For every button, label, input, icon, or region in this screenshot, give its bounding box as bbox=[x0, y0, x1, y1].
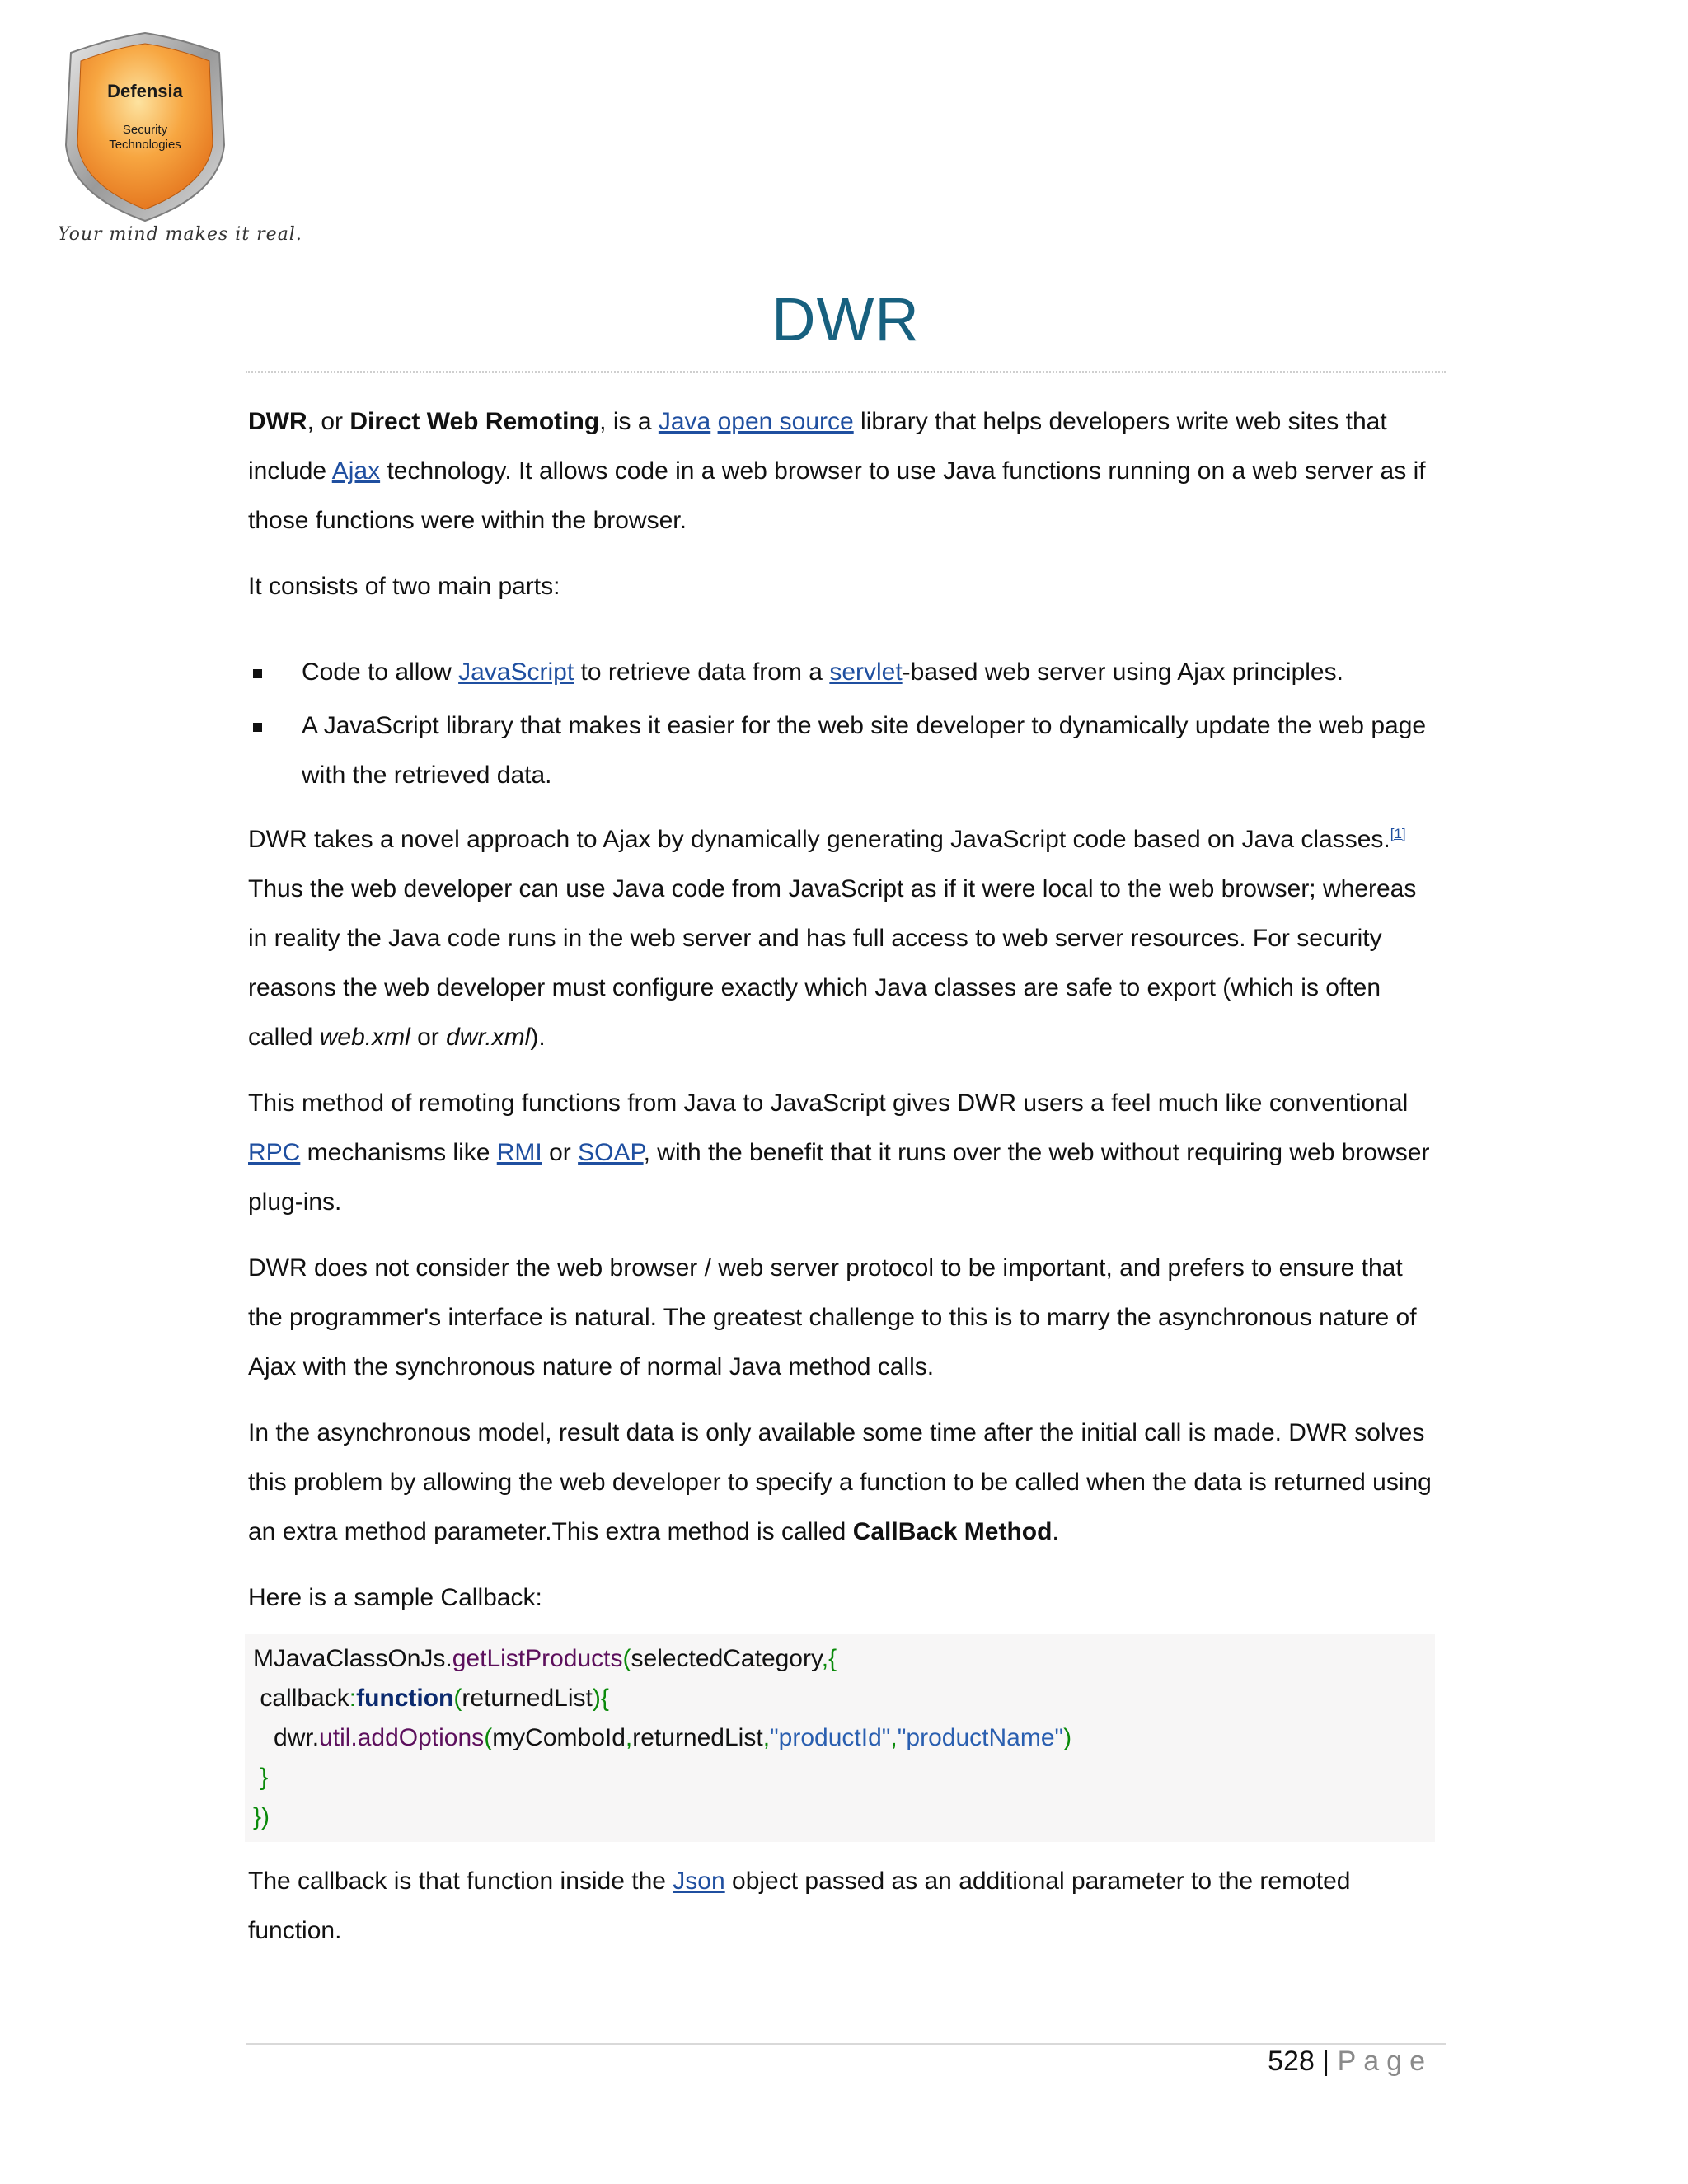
text-span: library that helps developers write web sites that include bbox=[248, 408, 1387, 485]
parts-list bbox=[248, 648, 1435, 800]
javascript-link[interactable]: JavaScript bbox=[458, 658, 574, 686]
async-paragraph bbox=[248, 1408, 1435, 1557]
code-token: ){ bbox=[592, 1685, 609, 1712]
text-span: or bbox=[542, 1139, 579, 1166]
code-token: ) bbox=[1063, 1724, 1072, 1751]
code-token bbox=[253, 1724, 274, 1751]
sample-intro-paragraph: Here is a sample Callback: bbox=[248, 1584, 542, 1611]
code-sample bbox=[245, 1634, 1435, 1842]
code-token: ( bbox=[622, 1645, 631, 1672]
code-token: ( bbox=[484, 1724, 493, 1751]
text-span: -based web server using Ajax principles. bbox=[902, 658, 1343, 686]
callback-method-term: CallBack Method bbox=[852, 1518, 1053, 1545]
code-token: callback bbox=[260, 1685, 349, 1712]
text-span: DWR takes a novel approach to Ajax by dynamically generating JavaScript code based on Java classes. bbox=[248, 826, 1390, 853]
code-token: , bbox=[890, 1724, 898, 1751]
intro-paragraph bbox=[248, 397, 1435, 546]
document-body bbox=[248, 397, 1435, 1972]
page-footer bbox=[1268, 2046, 1432, 2078]
list-item bbox=[248, 701, 1435, 800]
approach-paragraph bbox=[248, 815, 1435, 1062]
code-token: }) bbox=[253, 1803, 270, 1830]
text-span bbox=[710, 408, 717, 435]
code-token: myComboId bbox=[492, 1724, 626, 1751]
parts-intro-paragraph: It consists of two main parts: bbox=[248, 573, 560, 600]
java-link[interactable]: Java bbox=[658, 408, 711, 435]
text-span: ). bbox=[530, 1024, 546, 1051]
code-token: MJavaClassOnJs. bbox=[253, 1645, 452, 1672]
bullet-icon bbox=[253, 723, 262, 732]
code-token: selectedCategory bbox=[631, 1645, 822, 1672]
logo-sub-2: Technologies bbox=[109, 138, 181, 152]
text-span: , or bbox=[307, 408, 350, 435]
code-token: ( bbox=[453, 1685, 462, 1712]
rpc-link[interactable]: RPC bbox=[248, 1139, 301, 1166]
code-token: dwr. bbox=[274, 1724, 320, 1751]
footer-divider bbox=[246, 2043, 1446, 2045]
code-token: } bbox=[253, 1764, 269, 1791]
bullet-icon bbox=[253, 669, 262, 678]
code-token: "productName" bbox=[897, 1724, 1064, 1751]
reference-1-link[interactable]: [1] bbox=[1390, 826, 1406, 841]
shield-icon bbox=[54, 30, 244, 227]
code-token: "productId" bbox=[770, 1724, 891, 1751]
text-span: technology. It allows code in a web browser to use Java functions running on a web server as if those functions were within the browser. bbox=[248, 457, 1426, 534]
list-item bbox=[248, 648, 1435, 697]
code-token: returnedList bbox=[632, 1724, 763, 1751]
text-span: , with the benefit that it runs over the web without requiring web browser plug-ins. bbox=[248, 1139, 1430, 1216]
term-dwr: DWR bbox=[248, 408, 307, 435]
text-span: Code to allow bbox=[302, 658, 459, 686]
text-span: or bbox=[410, 1024, 447, 1051]
soap-link[interactable]: SOAP bbox=[578, 1139, 644, 1166]
servlet-link[interactable]: servlet bbox=[829, 658, 903, 686]
code-token: util.addOptions bbox=[319, 1724, 485, 1751]
rmi-link[interactable]: RMI bbox=[496, 1139, 542, 1166]
text-span: The callback is that function inside the bbox=[248, 1868, 673, 1895]
text-span: Thus the web developer can use Java code from JavaScript as if it were local to the web browser; whereas in reality the Java code runs in the web server and has full access to web server resources. For security reasons the web developer must configure exactly which Java classes are safe to export (which is often called bbox=[248, 875, 1417, 1051]
text-span: mechanisms like bbox=[300, 1139, 497, 1166]
code-token: , bbox=[762, 1724, 771, 1751]
text-span: object passed as an additional parameter to the remoted function. bbox=[248, 1868, 1351, 1944]
text-span: , is a bbox=[599, 408, 659, 435]
code-token: returnedList bbox=[462, 1685, 593, 1712]
callback-explanation-paragraph bbox=[248, 1857, 1435, 1956]
term-direct-web-remoting: Direct Web Remoting bbox=[349, 408, 600, 435]
footer-separator: | bbox=[1314, 2046, 1338, 2077]
code-token: : bbox=[349, 1685, 357, 1712]
open-source-link[interactable]: open source bbox=[717, 408, 854, 435]
page-number: 528 bbox=[1268, 2046, 1315, 2077]
title-divider bbox=[246, 371, 1446, 373]
logo-brand: Defensia bbox=[107, 81, 183, 101]
code-token: function bbox=[356, 1685, 454, 1712]
json-link[interactable]: Json bbox=[673, 1868, 725, 1895]
web-xml-term: web.xml bbox=[319, 1024, 410, 1051]
text-span: . bbox=[1052, 1518, 1059, 1545]
code-token: ,{ bbox=[821, 1645, 837, 1672]
dwr-xml-term: dwr.xml bbox=[446, 1024, 531, 1051]
logo-tagline: Your mind makes it real. bbox=[58, 224, 302, 245]
page-label: Page bbox=[1337, 2046, 1432, 2077]
text-span: This method of remoting functions from Java to JavaScript gives DWR users a feel much like conventional bbox=[248, 1090, 1409, 1117]
protocol-paragraph: DWR does not consider the web browser / web server protocol to be important, and prefers to ensure that the programmer's interface is natural. The greatest challenge to this is to marry the asynchronous nature of Ajax with the synchronous nature of normal Java method calls. bbox=[248, 1254, 1417, 1380]
remoting-paragraph bbox=[248, 1079, 1435, 1227]
text-span: A JavaScript library that makes it easier for the web site developer to dynamically update the web page with the retrieved data. bbox=[302, 712, 1427, 789]
ajax-link[interactable]: Ajax bbox=[331, 457, 381, 485]
code-token: , bbox=[625, 1724, 633, 1751]
code-token: getListProducts bbox=[452, 1645, 623, 1672]
text-span: to retrieve data from a bbox=[574, 658, 830, 686]
page-title: DWR bbox=[771, 285, 920, 354]
text-span: In the asynchronous model, result data is only available some time after the initial call is made. DWR solves this problem by allowing the web developer to specify a function to be called when the data is returned using an extra method parameter.This extra method is called bbox=[248, 1419, 1432, 1545]
logo-sub-1: Security bbox=[122, 123, 168, 137]
